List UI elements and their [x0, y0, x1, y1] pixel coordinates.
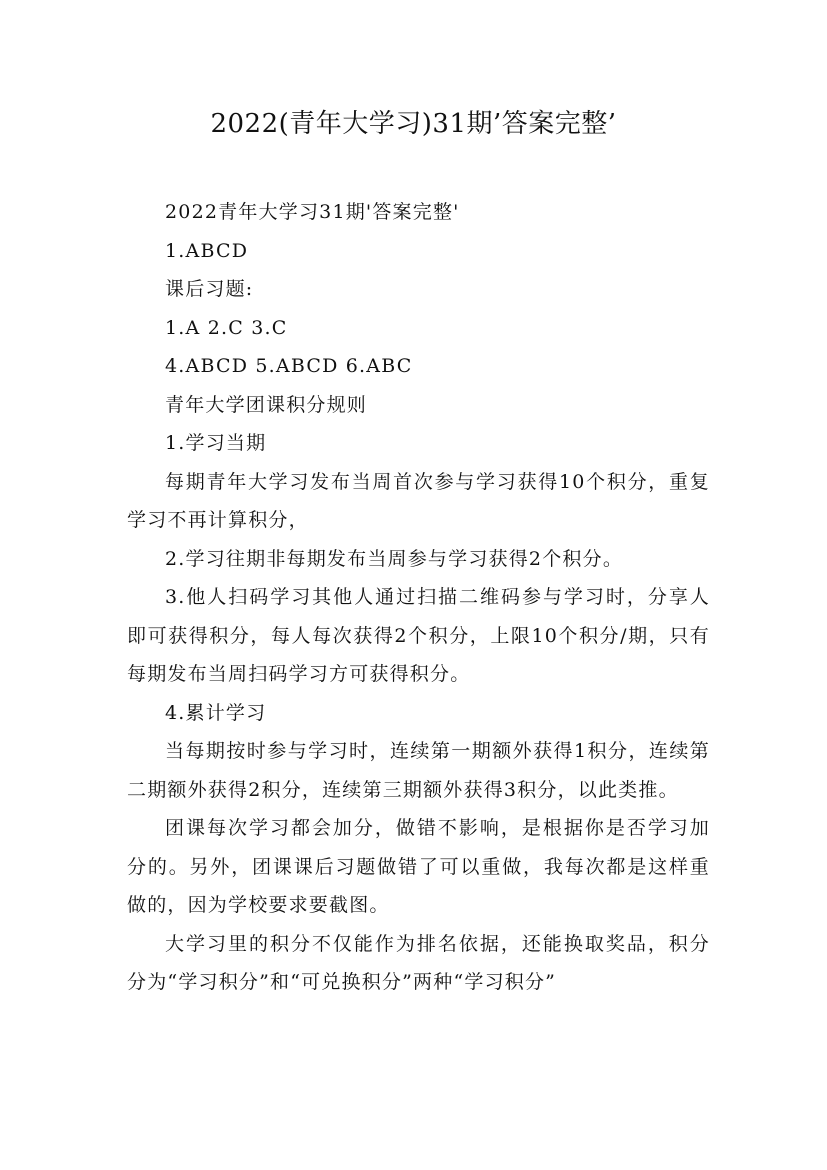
paragraph: 大学习里的积分不仅能作为排名依据，还能换取奖品，积分分为“学习积分”和“可兑换积分”两种“学习积分”: [127, 932, 710, 993]
paragraph: 4.ABCD 5.ABCD 6.ABC: [165, 355, 413, 377]
paragraph: 1.ABCD: [165, 239, 249, 262]
paragraph: 3.他人扫码学习其他人通过扫描二维码参与学习时，分享人即可获得积分，每人每次获得2个积分，上限10个积分/期，只有每期发布当周扫码学习方可获得积分。: [127, 586, 710, 685]
paragraph: 团课每次学习都会加分，做错不影响，是根据你是否学习加分的。另外，团课课后习题做错了可以重做，我每次都是这样重做的，因为学校要求要截图。: [127, 817, 710, 916]
paragraph: 1.学习当期: [165, 432, 267, 454]
paragraph: 4.累计学习: [165, 701, 267, 724]
paragraph: 1.A 2.C 3.C: [165, 316, 288, 339]
paragraph: 当每期按时参与学习时，连续第一期额外获得1积分，连续第二期额外获得2积分，连续第三期额外获得3积分，以此类推。: [127, 740, 710, 801]
paragraph: 2022青年大学习31期'答案完整': [165, 201, 460, 223]
paragraph: 青年大学团课积分规则: [165, 393, 368, 416]
paragraph: 课后习题:: [165, 278, 254, 300]
document-body: [127, 193, 710, 1002]
paragraph: 每期青年大学习发布当周首次参与学习获得10个积分，重复学习不再计算积分，: [127, 470, 710, 531]
document-title: 2022(青年大学习)31期’答案完整’: [210, 109, 617, 139]
paragraph: 2.学习往期非每期发布当周参与学习获得2个积分。: [165, 547, 624, 570]
